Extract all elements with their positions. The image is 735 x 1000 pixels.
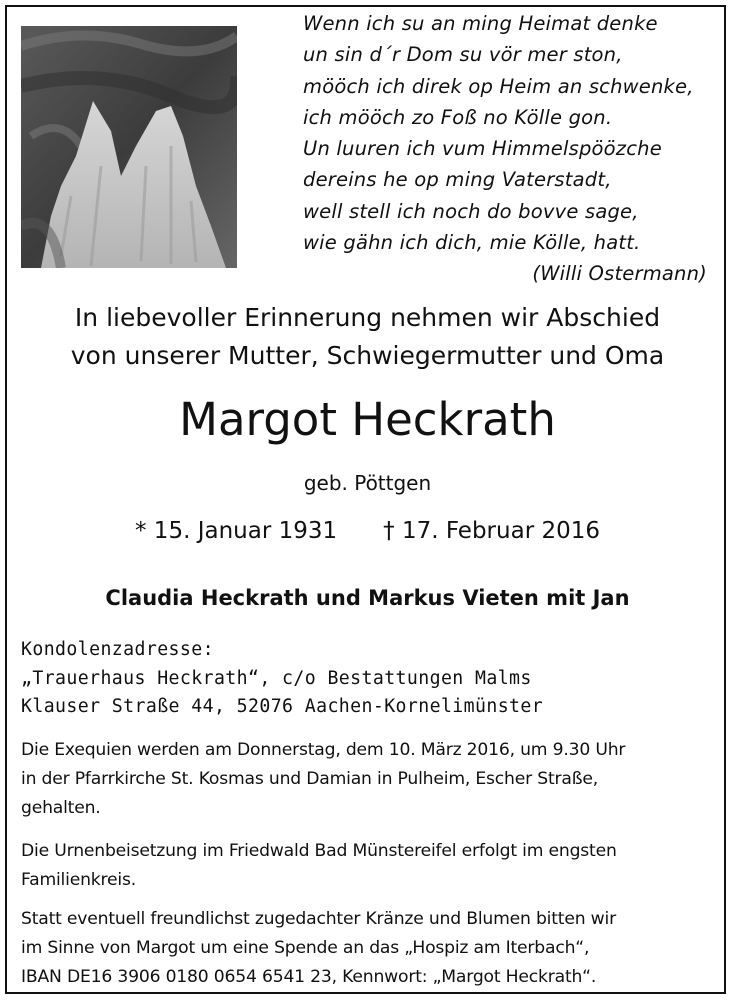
- paragraph-line: gehalten.: [21, 798, 101, 818]
- exequien-paragraph: [21, 736, 721, 823]
- urn-burial-paragraph: [21, 837, 721, 895]
- intro-text: [0, 299, 735, 375]
- birth-date: * 15. Januar 1931: [135, 518, 338, 544]
- paragraph-line: Familienkreis.: [21, 870, 136, 890]
- poem-line: ich mööch zo Foß no Kölle gon.: [303, 105, 613, 129]
- poem-line: dereins he op ming Vaterstadt,: [303, 168, 612, 192]
- poem-line: Wenn ich su an ming Heimat denke: [303, 12, 658, 35]
- paragraph-line: Die Urnenbeisetzung im Friedwald Bad Münstereifel erfolgt im engsten: [21, 841, 617, 861]
- condolence-line: Klauser Straße 44, 52076 Aachen-Kornelimünster: [21, 696, 544, 717]
- deceased-name: Margot Heckrath: [179, 393, 556, 446]
- donation-paragraph: [21, 905, 721, 992]
- life-dates: [0, 514, 735, 548]
- paragraph-line: Statt eventuell freundlichst zugedachter Kränze und Blumen bitten wir: [21, 909, 616, 929]
- paragraph-line: im Sinne von Margot um eine Spende an das „Hospiz am Iterbach“,: [21, 938, 590, 958]
- maiden-name: geb. Pöttgen: [303, 471, 432, 495]
- condolence-heading: Kondolenzadresse:: [21, 639, 214, 660]
- poem-line: wie gähn ich dich, mie Kölle, hatt.: [303, 231, 641, 255]
- paragraph-line: IBAN DE16 3906 0180 0654 6541 23, Kennwort: „Margot Heckrath“.: [21, 967, 597, 987]
- mourners: Claudia Heckrath und Markus Vieten mit Jan: [105, 586, 630, 610]
- cathedral-painting: [21, 26, 237, 268]
- poem-line: mööch ich direk op Heim an schwenke,: [303, 74, 694, 98]
- paragraph-line: in der Pfarrkirche St. Kosmas und Damian in Pulheim, Escher Straße,: [21, 769, 598, 789]
- intro-line: In liebevoller Erinnerung nehmen wir Abschied: [74, 303, 661, 332]
- poem-line: Un luuren ich vum Himmelspöözche: [303, 137, 662, 161]
- poem-author: (Willi Ostermann): [532, 262, 707, 286]
- poem: [303, 8, 713, 290]
- poem-line: un sin d´r Dom su vör mer ston,: [303, 43, 623, 67]
- death-date: † 17. Februar 2016: [383, 518, 600, 544]
- poem-line: well stell ich noch do bovve sage,: [303, 199, 639, 223]
- paragraph-line: Die Exequien werden am Donnerstag, dem 10. März 2016, um 9.30 Uhr: [21, 740, 626, 760]
- intro-line: von unserer Mutter, Schwiegermutter und Oma: [70, 341, 665, 370]
- condolence-line: „Trauerhaus Heckrath“, c/o Bestattungen Malms: [21, 667, 532, 689]
- condolence-address: [21, 636, 721, 722]
